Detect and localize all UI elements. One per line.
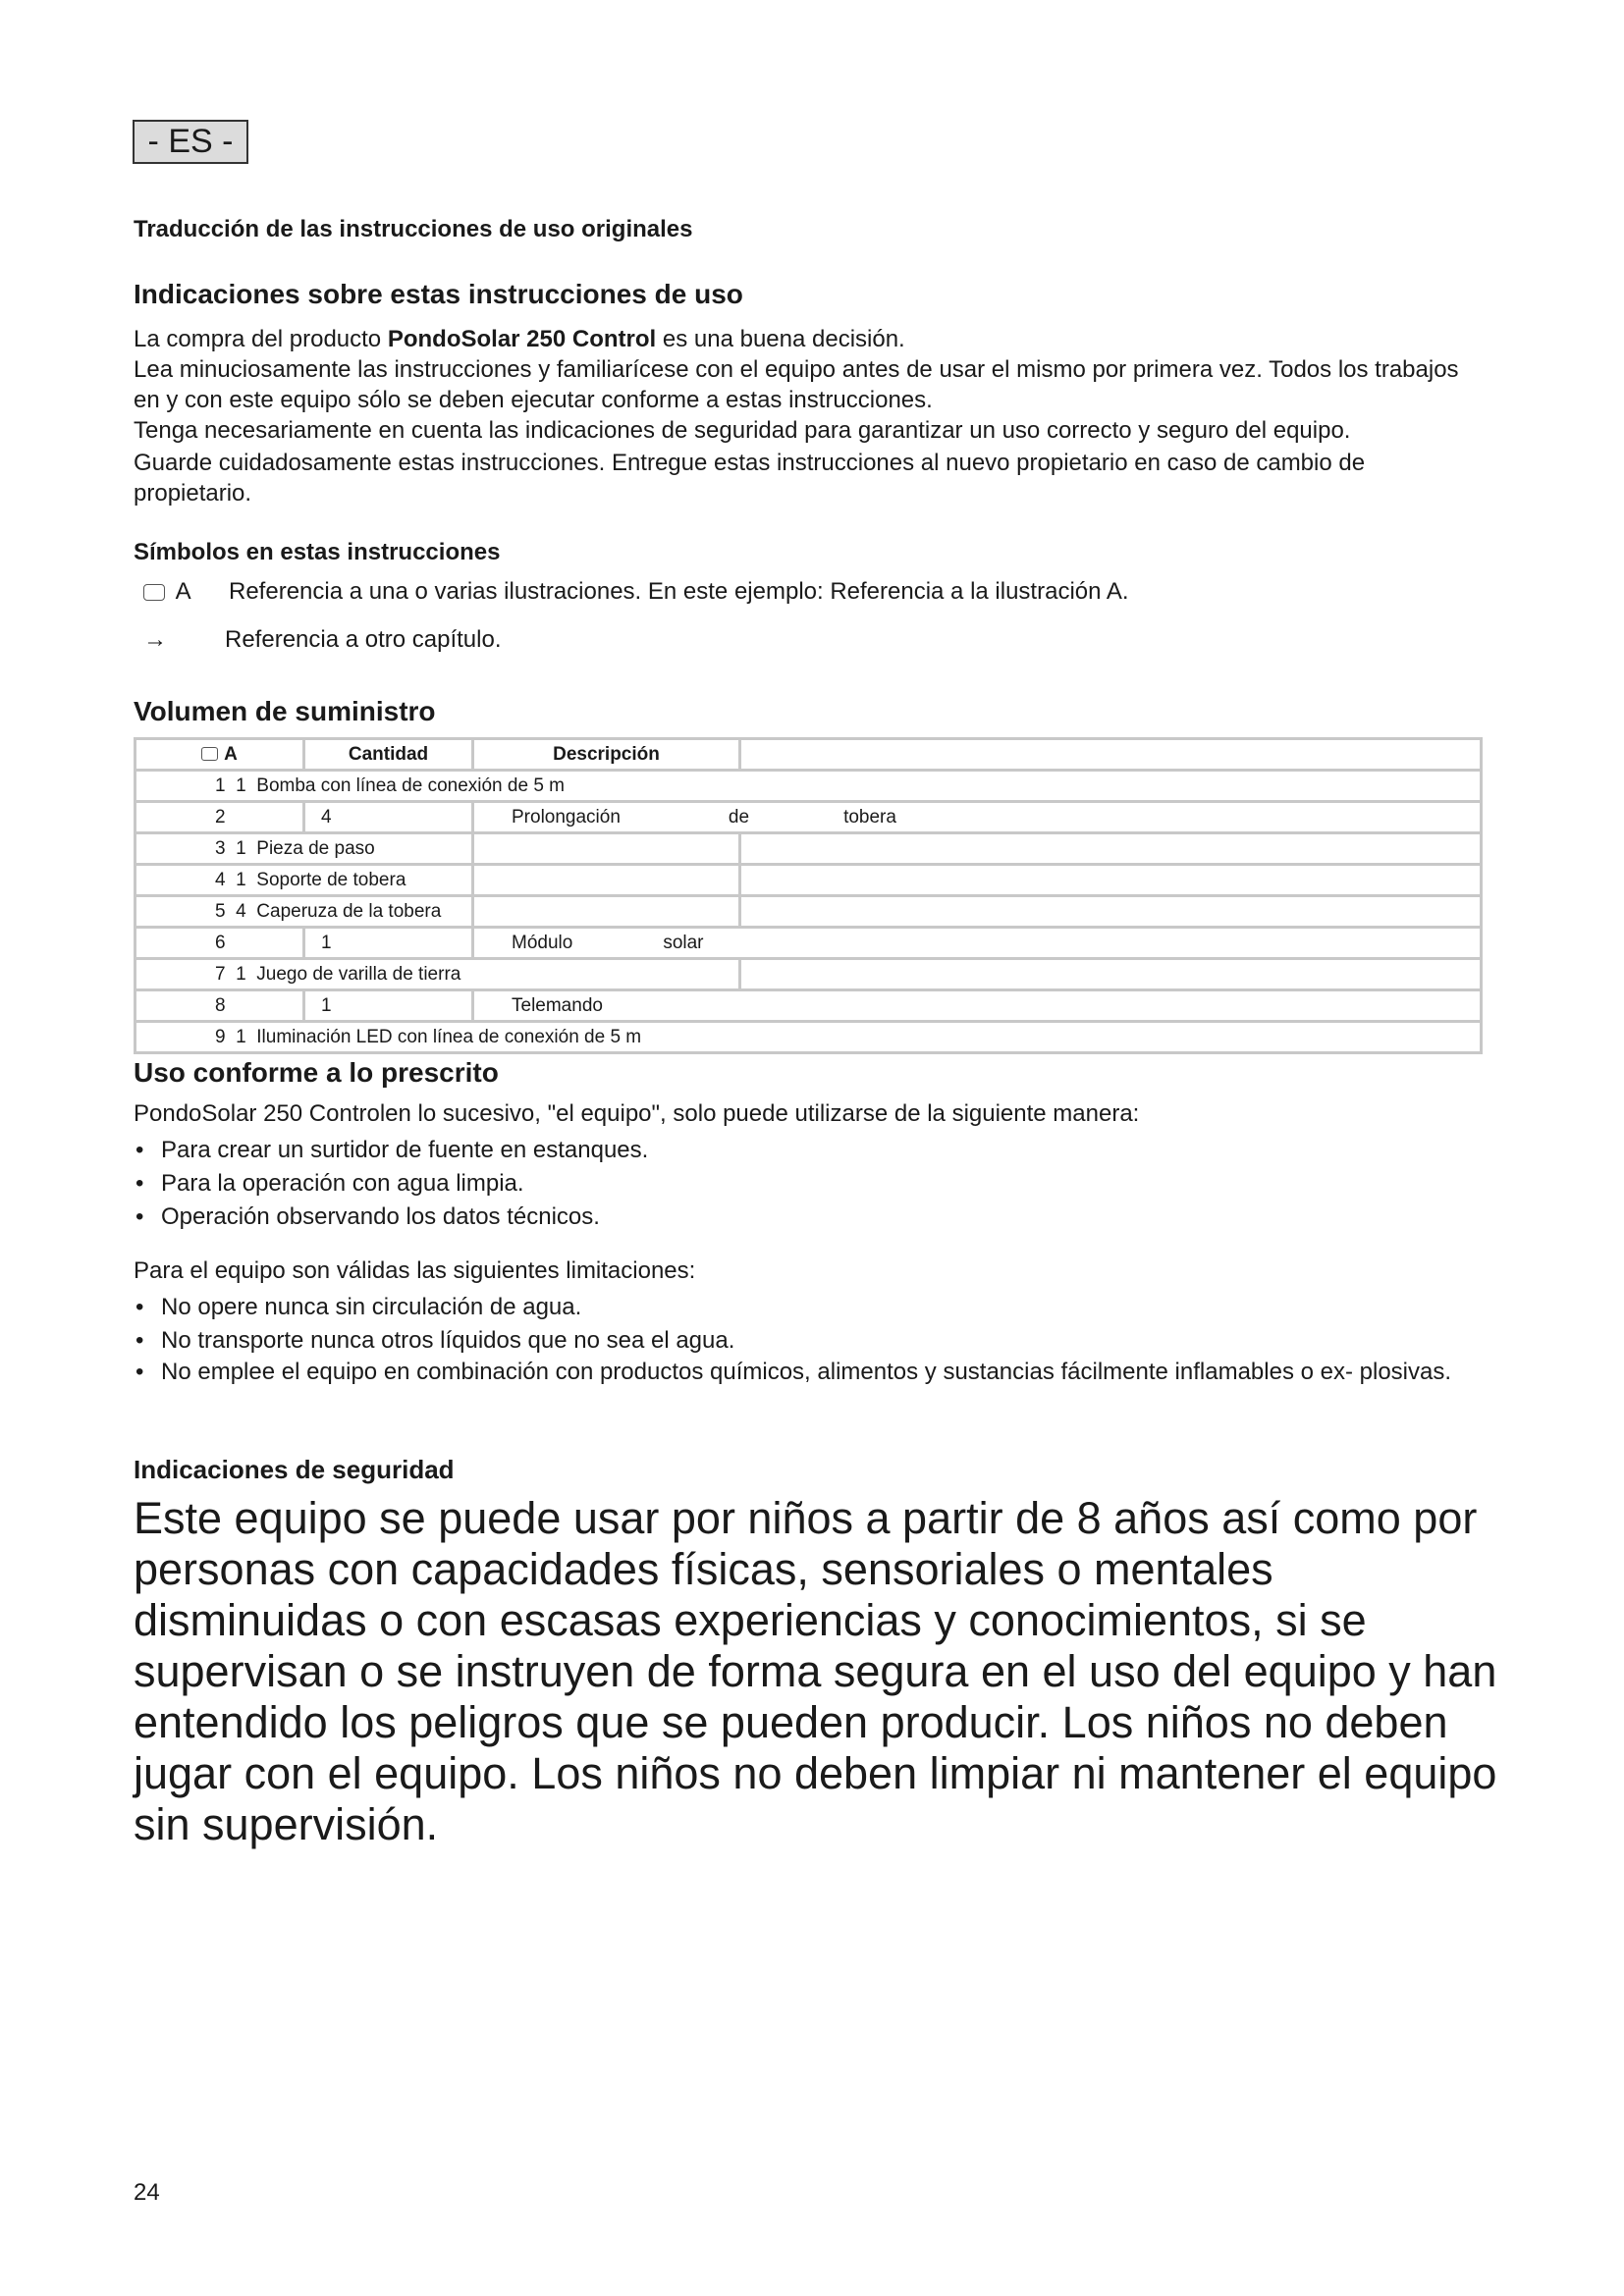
page-number: 24 (134, 2179, 160, 2206)
header-quantity: Cantidad (304, 739, 473, 771)
item-description: Iluminación LED con línea de conexión de 5 m (256, 1026, 642, 1047)
header-a: A (135, 739, 304, 771)
symbol-row-illustration (143, 577, 191, 607)
table-row (135, 1022, 1482, 1053)
symbol-row-chapter-text: Referencia a otro capítulo. (225, 626, 502, 653)
product-name: PondoSolar 250 Control (387, 326, 657, 352)
arrow-icon: → (143, 626, 167, 653)
purchase-line (134, 324, 1489, 354)
symbol-row-illustration-text: Referencia a una o varias ilustraciones. En este ejemplo: Referencia a la ilustración A. (229, 578, 1129, 605)
item-quantity: 1 (304, 928, 473, 959)
item-number: 5 (215, 900, 226, 922)
usage-title: Uso conforme a lo prescrito (134, 1057, 499, 1088)
illustration-icon (143, 584, 165, 601)
keep-instructions-text: Guarde cuidadosamente estas instrucciones. Entregue estas instrucciones al nuevo propietario en caso de cambio de propietario. (134, 450, 1366, 507)
item-quantity: 1 (236, 837, 246, 859)
list-item: • Para crear un surtidor de fuente en estanques. (134, 1134, 1489, 1167)
purchase-text-post: es una buena decisión. (656, 326, 905, 352)
list-item: • No opere nunca sin circulación de agua. (134, 1291, 1489, 1324)
item-description: Telemando (473, 990, 1482, 1022)
table-row (135, 865, 1482, 896)
supply-table (134, 737, 1483, 1054)
table-row (135, 928, 1482, 959)
item-description: Bomba con línea de conexión de 5 m (256, 774, 565, 796)
item-description: Módulo solar (473, 928, 1482, 959)
item-quantity: 4 (236, 900, 246, 922)
table-row (135, 802, 1482, 833)
symbol-label: A (175, 578, 191, 605)
purchase-text-pre: La compra del producto (134, 326, 388, 352)
item-quantity: 4 (304, 802, 473, 833)
item-number: 6 (135, 928, 304, 959)
section-title-instructions: Indicaciones sobre estas instrucciones de uso (134, 279, 743, 309)
item-description: Prolongación de tobera (473, 802, 1482, 833)
header-description: Descripción (473, 739, 740, 771)
item-number: 8 (135, 990, 304, 1022)
item-number: 7 (215, 963, 226, 985)
item-quantity: 1 (236, 774, 246, 796)
table-row (135, 896, 1482, 928)
item-quantity: 1 (236, 963, 246, 985)
item-description: Juego de varilla de tierra (256, 963, 461, 985)
limitations-list (134, 1291, 1489, 1386)
table-row (135, 959, 1482, 990)
table-header-row (135, 739, 1482, 771)
item-number: 4 (215, 869, 226, 890)
item-quantity: 1 (304, 990, 473, 1022)
item-number: 3 (215, 837, 226, 859)
safety-title: Indicaciones de seguridad (134, 1455, 455, 1484)
item-quantity: 1 (236, 869, 246, 890)
list-item: • No transporte nunca otros líquidos que no sea el agua. (134, 1324, 1489, 1358)
read-instructions-text: Lea minuciosamente las instrucciones y familiarícese con el equipo antes de usar el mismo por primera vez. Todos los trabajos en y con este equipo sólo se deben ejecutar conforme a estas instrucciones. (134, 356, 1459, 413)
usage-intro: PondoSolar 250 Controlen lo sucesivo, "el equipo", solo puede utilizarse de la siguiente manera: (134, 1100, 1140, 1127)
supply-title: Volumen de suministro (134, 696, 436, 726)
item-description: Soporte de tobera (256, 869, 406, 890)
instructions-body (134, 324, 1489, 508)
usage-list (134, 1134, 1489, 1234)
item-quantity: 1 (236, 1026, 246, 1047)
table-row (135, 990, 1482, 1022)
list-item: • Para la operación con agua limpia. (134, 1167, 1489, 1201)
table-row (135, 771, 1482, 802)
item-number: 1 (215, 774, 226, 796)
item-number: 9 (215, 1026, 226, 1047)
safety-note-text: Tenga necesariamente en cuenta las indicaciones de seguridad para garantizar un uso correcto y seguro del equipo. (134, 417, 1351, 444)
list-item: • No emplee el equipo en combinación con productos químicos, alimentos y sustancias fácilmente inflamables o ex- plosivas. (134, 1358, 1489, 1386)
list-item: • Operación observando los datos técnicos. (134, 1201, 1489, 1234)
symbols-title: Símbolos en estas instrucciones (134, 539, 501, 565)
limitations-intro: Para el equipo son válidas las siguientes limitaciones: (134, 1257, 696, 1284)
document-subtitle: Traducción de las instrucciones de uso originales (134, 216, 693, 242)
item-description: Pieza de paso (256, 837, 375, 859)
item-number: 2 (135, 802, 304, 833)
language-tag: - ES - (133, 120, 248, 164)
table-row (135, 833, 1482, 865)
illustration-icon (201, 747, 218, 761)
item-description: Caperuza de la tobera (256, 900, 442, 922)
safety-text: Este equipo se puede usar por niños a partir de 8 años así como por personas con capacidades físicas, sensoriales o mentales disminuidas o con escasas experiencias y conocimientos, si se supervisan o se instruyen de forma segura en el uso del equipo y han entendido los peligros que se pueden producir. Los niños no deben jugar con el equipo. Los niños no deben limpiar ni mantener el equipo sin supervisión. (134, 1493, 1497, 1849)
